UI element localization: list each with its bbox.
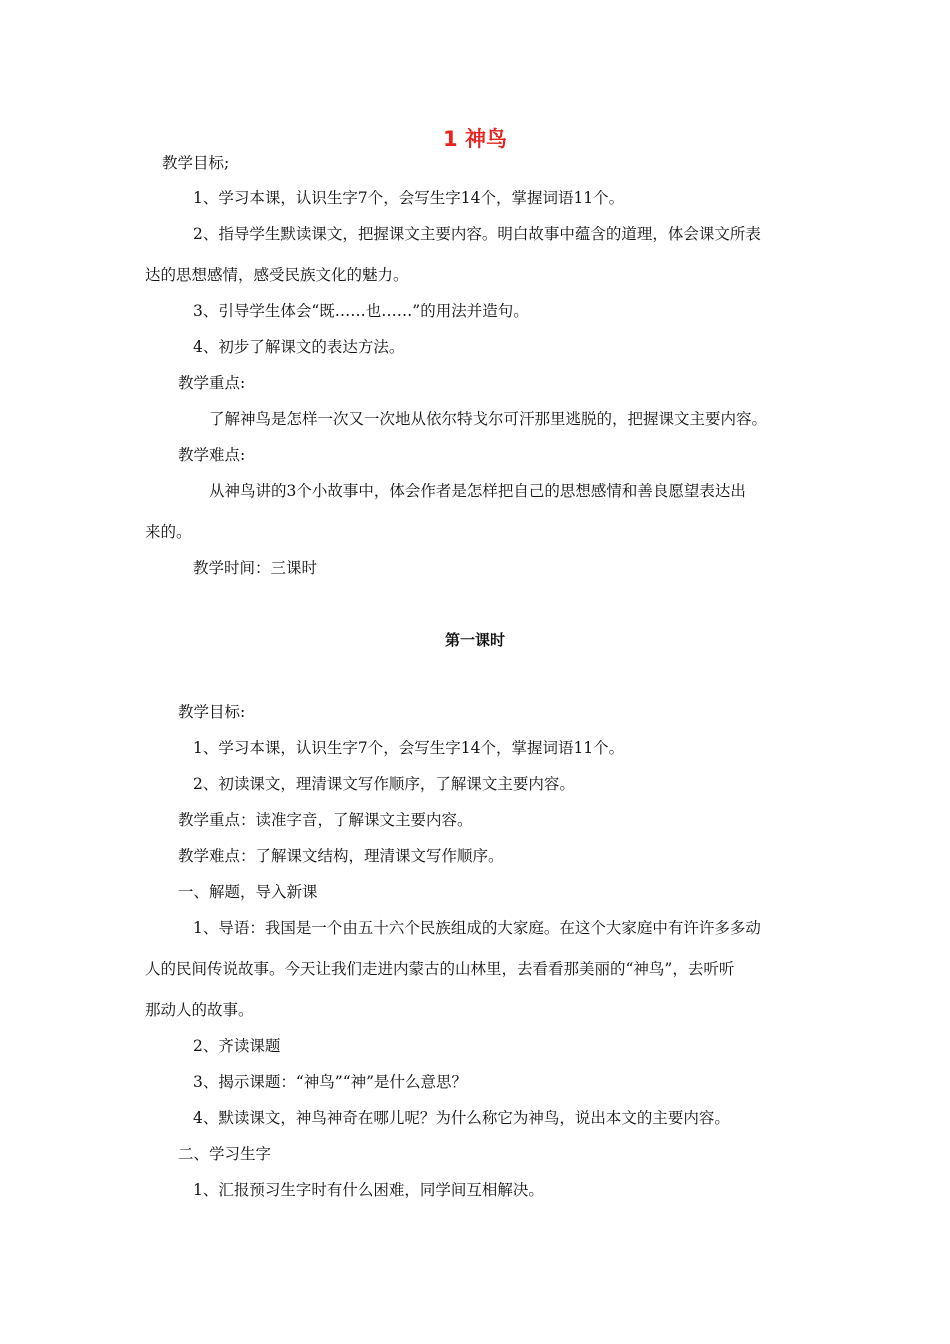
part1-item: 3、揭示课题：“神鸟”“神”是什么意思？ [193, 1073, 468, 1091]
difficult-text-continued: 来的。 [145, 523, 192, 541]
key-text: 了解神鸟是怎样一次又一次地从依尔特戈尔可汗那里逃脱的，把握课文主要内容。 [209, 410, 768, 428]
part1-item: 1、导语：我国是一个由五十六个民族组成的大家庭。在这个大家庭中有许许多多动 [193, 919, 761, 937]
objective-item: 3、引导学生体会“既……也……”的用法并造句。 [193, 302, 529, 320]
objective-item: 1、学习本课，认识生字7个，会写生字14个，掌握词语11个。 [193, 189, 625, 207]
part1-item-continued: 人的民间传说故事。今天让我们走进内蒙古的山林里，去看看那美丽的“神鸟”，去听听 [145, 960, 735, 978]
part1-item-continued: 那动人的故事。 [145, 1001, 254, 1019]
part1-item: 2、齐读课题 [193, 1037, 281, 1055]
objective-item: 4、初步了解课文的表达方法。 [193, 338, 405, 356]
difficult-point: 教学难点：了解课文结构，理清课文写作顺序。 [178, 847, 504, 865]
key-heading: 教学重点: [178, 374, 246, 392]
objective-item-continued: 达的思想感情，感受民族文化的魅力。 [145, 266, 409, 284]
objectives-heading: 教学目标: [178, 703, 246, 721]
key-point: 教学重点：读准字音，了解课文主要内容。 [178, 811, 473, 829]
lesson-heading: 第一课时 [444, 631, 505, 649]
objective-item: 1、学习本课，认识生字7个，会写生字14个，掌握词语11个。 [193, 739, 625, 757]
part1-item: 4、默读课文，神鸟神奇在哪儿呢？为什么称它为神鸟，说出本文的主要内容。 [193, 1109, 730, 1127]
objective-item: 2、指导学生默读课文，把握课文主要内容。明白故事中蕴含的道理，体会课文所表 [193, 225, 761, 243]
lesson-title: 1 神鸟 [443, 127, 507, 151]
teaching-time: 教学时间：三课时 [193, 559, 318, 577]
part2-item: 1、汇报预习生字时有什么困难，同学间互相解决。 [193, 1181, 544, 1199]
part2-heading: 二、学习生字 [178, 1145, 272, 1163]
objectives-heading: 教学目标; [162, 154, 230, 172]
difficult-heading: 教学难点: [178, 446, 246, 464]
part1-heading: 一、解题，导入新课 [178, 883, 318, 901]
difficult-text: 从神鸟讲的3个小故事中，体会作者是怎样把自己的思想感情和善良愿望表达出 [209, 482, 746, 500]
objective-item: 2、初读课文，理清课文写作顺序，了解课文主要内容。 [193, 775, 575, 793]
